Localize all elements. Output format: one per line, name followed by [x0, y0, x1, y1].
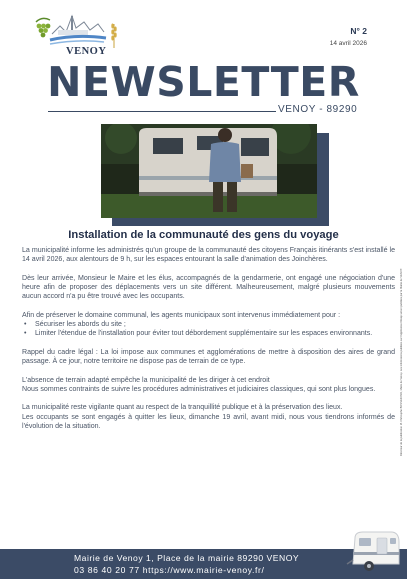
article-body [22, 246, 395, 440]
article-photo [101, 124, 317, 218]
issue-date: 14 avril 2026 [329, 40, 367, 47]
footer-address: Mairie de Venoy 1, Place de la mairie 89290 VENOY [74, 553, 300, 563]
issue-number: N° 2 [350, 26, 367, 36]
list-item: • Sécuriser les abords du site ; [22, 320, 395, 329]
paragraph: Nous sommes contraints de suivre les procédures administratives et judiciaires classiques, qui sont plus longues. [22, 385, 376, 393]
venoy-logo [28, 4, 128, 62]
newsletter-title: NEWSLETTER [47, 58, 360, 106]
newsletter-subtitle: VENOY - 89290 [278, 104, 358, 115]
title-underline [48, 111, 276, 112]
article-headline: Installation de la communauté des gens du voyage [68, 229, 339, 241]
paragraph: L'absence de terrain adapté empêche la municipalité de les diriger à cet endroit [22, 376, 270, 384]
footer-contact: 03 86 40 20 77 https://www.mairie-venoy.fr/ [74, 565, 265, 575]
paragraph: Afin de préserver le domaine communal, les agents municipaux sont intervenus immédiatement pour : [22, 311, 341, 319]
paragraph: Dès leur arrivée, Monsieur le Maire et les élus, accompagnés de la gendarmerie, ont engagé une négociation d'une heure afin de proposer des déplacements vers un site différent. Malheureusement, malgré plusieurs mouvements aucun accord n'a pu être trouvé avec les occupants. [22, 274, 395, 301]
caravan-icon [345, 530, 403, 576]
caravan-photo-icon [101, 124, 317, 218]
action-list [22, 320, 395, 339]
paragraph: Les occupants se sont engagés à quitter les lieux, dimanche 19 avril, avant midi, nous vous tiendrons informés de l'évolution de la situation. [22, 413, 395, 430]
village-logo-icon [28, 4, 128, 50]
paragraph: Rappel du cadre légal : La loi impose aux communes et agglomérations de mettre à disposition des aires de grand passage. À ce jour, notre territoire ne dispose pas de terrain de ce type. [22, 348, 395, 365]
paragraph: La municipalité reste vigilante quant au respect de la tranquillité publique et à la préservation des lieux. [22, 404, 343, 412]
logo-text: VENOY [66, 46, 107, 57]
list-item: • Limiter l'étendue de l'installation pour éviter tout débordement supplémentaire sur les espaces environnants. [22, 329, 395, 338]
publication-credit: Directeur de la publication M. Christophe BONNEFOND, Maire de Venoy. Les informations publiées sur l'application Illiwap seront publiées par la Mairie de VENOY. [400, 268, 403, 456]
paragraph: La municipalité informe les administrés qu'un groupe de la communauté des citoyens Français itinérants s'est installé le 14 avril 2026, aux alentours de 9 h, sur les espaces entourant la salle d'animation des Joinchères. [22, 247, 395, 264]
